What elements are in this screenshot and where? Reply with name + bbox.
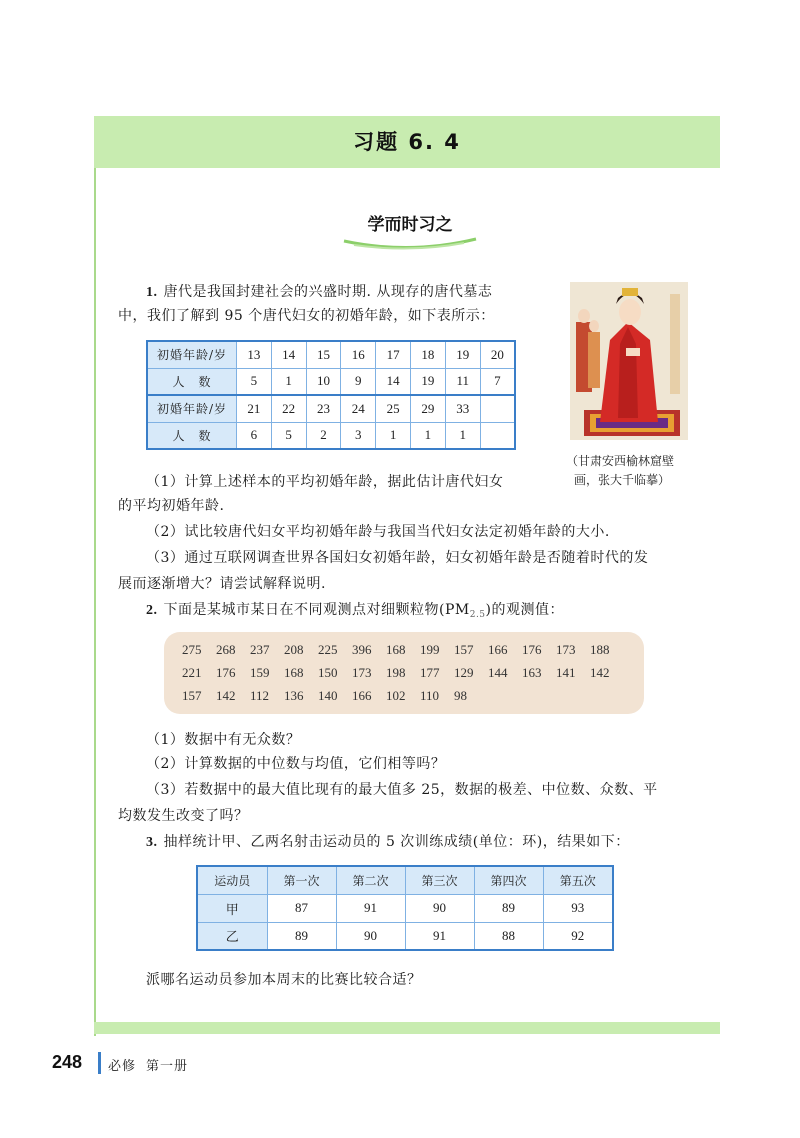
row-label-count: 人 数 [147, 368, 236, 395]
data-row [182, 684, 626, 707]
page-divider [98, 1052, 101, 1074]
table-cell: 89 [474, 894, 543, 922]
table-cell: 173 [556, 642, 576, 657]
q1-sub1: （1）计算上述样本的平均初婚年龄，据此估计唐代妇女 [146, 474, 504, 490]
book-name: 必修 第一册 [108, 1059, 189, 1074]
table-cell: 173 [352, 665, 372, 680]
table-cell: 19 [445, 341, 480, 368]
table-cell: 166 [488, 642, 508, 657]
table-cell: 88 [474, 922, 543, 950]
table-cell: 157 [454, 642, 474, 657]
shooting-score-table [196, 865, 614, 951]
table-cell: 237 [250, 642, 270, 657]
table-cell: 运动员 [197, 866, 267, 894]
table-row [147, 395, 515, 422]
pm25-data-box [164, 632, 644, 714]
table-cell: 112 [250, 688, 270, 703]
table-cell: 20 [480, 341, 515, 368]
row-label-age: 初婚年龄/岁 [147, 395, 236, 422]
table-cell: 29 [411, 395, 446, 422]
page-number: 248 [52, 1052, 83, 1072]
table-row [197, 894, 613, 922]
q3-text: 3. 抽样统计甲、乙两名射击运动员的 5 次训练成绩(单位：环)，结果如下： [146, 834, 630, 850]
table-cell: 168 [284, 665, 304, 680]
q2-number: 2. [146, 603, 158, 618]
table-cell: 163 [522, 665, 542, 680]
q1-sub2: （2）试比较唐代妇女平均初婚年龄与我国当代妇女法定初婚年龄的大小. [146, 524, 610, 540]
q2-text: 2. 下面是某城市某日在不同观测点对细颗粒物$(PM_{2.5})$的观测值： [146, 602, 565, 620]
table-cell: 18 [411, 341, 446, 368]
table-cell: 157 [182, 688, 202, 703]
table-cell: 1 [271, 368, 306, 395]
table-row [197, 922, 613, 950]
table-cell: 11 [445, 368, 480, 395]
table-cell: 142 [590, 665, 610, 680]
painting-caption: （甘肃安西榆林窟壁 画，张大千临摹） [566, 454, 675, 487]
table-cell: 129 [454, 665, 474, 680]
q3-number: 3. [146, 835, 158, 850]
table-cell: 14 [376, 368, 411, 395]
table-cell: 90 [405, 894, 474, 922]
table-cell: 199 [420, 642, 440, 657]
table-cell: 275 [182, 642, 202, 657]
table-cell: 87 [267, 894, 336, 922]
table-cell: 176 [522, 642, 542, 657]
table-cell: 5 [271, 422, 306, 449]
table-cell: 98 [454, 688, 467, 703]
table-cell: 91 [405, 922, 474, 950]
table-cell: 1 [411, 422, 446, 449]
data-row [182, 661, 626, 684]
table-cell: 23 [306, 395, 341, 422]
table-cell: 第二次 [336, 866, 405, 894]
q1-text: 1. 唐代是我国封建社会的兴盛时期. 从现存的唐代墓志 [146, 284, 493, 300]
tang-woman-painting [570, 282, 688, 440]
table-cell: 15 [306, 341, 341, 368]
table-cell: 3 [341, 422, 376, 449]
table-cell: 14 [271, 341, 306, 368]
table-cell: 89 [267, 922, 336, 950]
table-cell: 9 [341, 368, 376, 395]
table-cell: 16 [341, 341, 376, 368]
q1-number: 1. [146, 285, 158, 300]
q3-question: 派哪名运动员参加本周末的比赛比较合适？ [146, 972, 422, 988]
table-cell: 141 [556, 665, 576, 680]
table-cell: 24 [341, 395, 376, 422]
exercise-title: 习题 6. 4 [353, 130, 461, 154]
table-cell: 140 [318, 688, 338, 703]
table-cell: 198 [386, 665, 406, 680]
table-cell: 13 [236, 341, 271, 368]
table-cell [480, 422, 515, 449]
table-cell: 150 [318, 665, 338, 680]
table-cell: 5 [236, 368, 271, 395]
q2-sub1: （1）数据中有无众数？ [146, 732, 301, 748]
row-label-age: 初婚年龄/岁 [147, 341, 236, 368]
q1-sub1-line2: 的平均初婚年龄. [118, 498, 225, 514]
section-heading [340, 213, 480, 249]
table-cell: 乙 [197, 922, 267, 950]
table-cell: 1 [376, 422, 411, 449]
table-cell: 17 [376, 341, 411, 368]
table-cell [480, 395, 515, 422]
table-cell: 144 [488, 665, 508, 680]
table-cell: 6 [236, 422, 271, 449]
table-cell: 396 [352, 642, 372, 657]
q2-sub2: （2）计算数据的中位数与均值，它们相等吗？ [146, 756, 446, 772]
table-cell: 22 [271, 395, 306, 422]
table-cell: 甲 [197, 894, 267, 922]
bottom-bar [94, 1022, 720, 1034]
q1-text-line2: 中，我们了解到 95 个唐代妇女的初婚年龄，如下表所示： [118, 308, 495, 324]
table-cell: 25 [376, 395, 411, 422]
table-cell: 176 [216, 665, 236, 680]
table-cell: 268 [216, 642, 236, 657]
table-row [147, 368, 515, 395]
table-cell: 21 [236, 395, 271, 422]
table-cell: 188 [590, 642, 610, 657]
marriage-age-table [146, 340, 516, 450]
table-cell: 1 [445, 422, 480, 449]
table-cell: 92 [543, 922, 613, 950]
table-cell: 第五次 [543, 866, 613, 894]
table-row [147, 341, 515, 368]
table-cell: 159 [250, 665, 270, 680]
table-row [147, 422, 515, 449]
table-cell: 110 [420, 688, 440, 703]
table-cell: 10 [306, 368, 341, 395]
table-cell: 第一次 [267, 866, 336, 894]
q2-sub3: （3）若数据中的最大值比现有的最大值多 25，数据的极差、中位数、众数、平 [146, 782, 658, 798]
table-cell: 177 [420, 665, 440, 680]
table-cell: 225 [318, 642, 338, 657]
table-header-row [197, 866, 613, 894]
table-cell: 221 [182, 665, 202, 680]
table-cell: 91 [336, 894, 405, 922]
q2-sub3-line2: 均数发生改变了吗？ [118, 808, 249, 824]
table-cell: 33 [445, 395, 480, 422]
q1-sub3-line2: 展而逐渐增大？请尝试解释说明. [118, 576, 326, 592]
table-cell: 102 [386, 688, 406, 703]
table-cell: 第四次 [474, 866, 543, 894]
table-cell: 208 [284, 642, 304, 657]
section-title: 学而时习之 [367, 215, 453, 235]
table-cell: 168 [386, 642, 406, 657]
table-cell: 2 [306, 422, 341, 449]
row-label-count: 人 数 [147, 422, 236, 449]
table-cell: 93 [543, 894, 613, 922]
table-cell: 19 [411, 368, 446, 395]
table-cell: 166 [352, 688, 372, 703]
table-cell: 90 [336, 922, 405, 950]
swoosh-decoration [340, 235, 480, 251]
table-cell: 142 [216, 688, 236, 703]
table-cell: 136 [284, 688, 304, 703]
q1-sub3: （3）通过互联网调查世界各国妇女初婚年龄，妇女初婚年龄是否随着时代的发 [146, 550, 649, 566]
table-cell: 第三次 [405, 866, 474, 894]
table-cell: 7 [480, 368, 515, 395]
data-row [182, 638, 626, 661]
